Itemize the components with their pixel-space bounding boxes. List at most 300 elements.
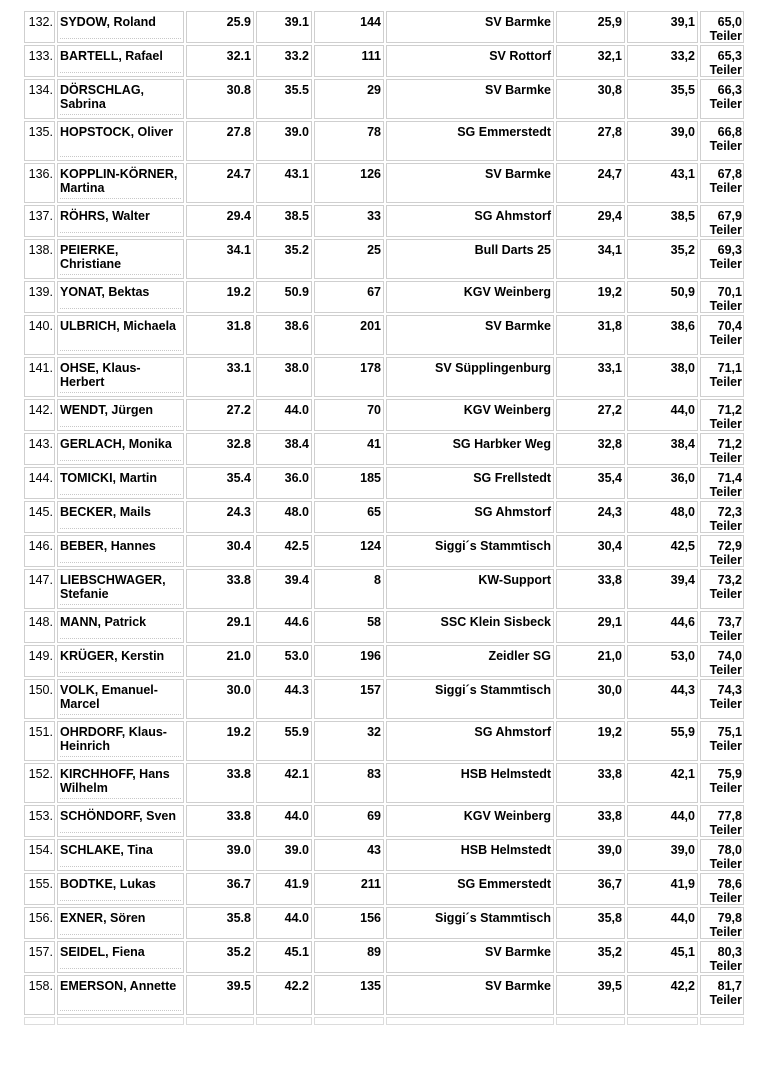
name-cell — [57, 569, 184, 609]
rank-cell — [24, 281, 55, 313]
empty-cell — [627, 1017, 698, 1025]
teiler1-cell — [556, 205, 625, 237]
teiler2-cell — [627, 679, 698, 719]
shooter-name: KIRCHHOFF, Hans Wilhelm — [60, 767, 170, 795]
club-cell — [386, 399, 554, 431]
club-name: KGV Weinberg — [463, 809, 551, 823]
rank-cell — [24, 121, 55, 161]
teiler2-value: 33,2 — [670, 49, 695, 63]
shot2-value: 38.5 — [284, 209, 309, 223]
teiler2-cell — [627, 11, 698, 43]
name-cell — [57, 535, 184, 567]
shot2-cell — [256, 315, 312, 355]
name-cell — [57, 501, 184, 533]
shot2-cell — [256, 11, 312, 43]
shot1-cell — [186, 239, 254, 279]
total-unit: Teiler — [709, 485, 742, 499]
rank-value: 136. — [28, 167, 53, 181]
name-cell — [57, 805, 184, 837]
club-name: Siggi´s Stammtisch — [435, 683, 551, 697]
teiler1-cell — [556, 315, 625, 355]
results-body — [24, 11, 744, 1025]
total-cell — [700, 281, 744, 313]
total-cell — [700, 645, 744, 677]
shooter-name: GERLACH, Monika — [60, 437, 172, 451]
shot2-cell — [256, 467, 312, 499]
teiler1-cell — [556, 399, 625, 431]
teiler2-cell — [627, 907, 698, 939]
teiler2-cell — [627, 611, 698, 643]
rank-value: 155. — [28, 877, 53, 891]
rank-cell — [24, 907, 55, 939]
teiler1-value: 35,8 — [597, 911, 622, 925]
shot1-value: 35.2 — [226, 945, 251, 959]
teiler2-cell — [627, 873, 698, 905]
club-cell — [386, 975, 554, 1015]
shot2-value: 36.0 — [284, 471, 309, 485]
name-cell — [57, 163, 184, 203]
table-row — [24, 839, 744, 871]
shot1-value: 30.4 — [226, 539, 251, 553]
club-name: SSC Klein Sisbeck — [440, 615, 551, 629]
teiler1-value: 19,2 — [597, 285, 622, 299]
rank-cell — [24, 79, 55, 119]
start-number: 211 — [360, 877, 381, 891]
rank-value: 149. — [28, 649, 53, 663]
shooter-name: LIEBSCHWAGER, Stefanie — [60, 573, 166, 601]
name-cell — [57, 941, 184, 973]
total-cell — [700, 433, 744, 465]
teiler1-value: 33,8 — [597, 573, 622, 587]
start-number: 58 — [367, 615, 381, 629]
table-row — [24, 611, 744, 643]
name-cell — [57, 79, 184, 119]
club-name: KW-Support — [478, 573, 551, 587]
start-number: 124 — [360, 539, 381, 553]
shot2-value: 50.9 — [284, 285, 309, 299]
teiler1-cell — [556, 569, 625, 609]
total-value: 69,3 — [717, 243, 742, 257]
teiler2-cell — [627, 79, 698, 119]
start-number: 43 — [367, 843, 381, 857]
shot1-value: 27.2 — [226, 403, 251, 417]
teiler1-cell — [556, 941, 625, 973]
rank-value: 150. — [28, 683, 53, 697]
teiler1-cell — [556, 907, 625, 939]
number-cell — [314, 281, 384, 313]
rank-cell — [24, 941, 55, 973]
start-number: 196 — [360, 649, 381, 663]
total-unit: Teiler — [709, 781, 742, 795]
start-number: 156 — [360, 911, 381, 925]
shot2-cell — [256, 239, 312, 279]
rank-cell — [24, 535, 55, 567]
teiler2-value: 36,0 — [670, 471, 695, 485]
number-cell — [314, 805, 384, 837]
teiler2-cell — [627, 467, 698, 499]
table-row — [24, 535, 744, 567]
shot1-cell — [186, 679, 254, 719]
shot1-value: 32.8 — [226, 437, 251, 451]
teiler1-value: 32,1 — [597, 49, 622, 63]
teiler1-cell — [556, 721, 625, 761]
table-row — [24, 941, 744, 973]
shot2-value: 42.5 — [284, 539, 309, 553]
table-row — [24, 163, 744, 203]
shooter-name: EMERSON, Annette — [60, 979, 177, 993]
name-cell — [57, 433, 184, 465]
club-cell — [386, 205, 554, 237]
number-cell — [314, 205, 384, 237]
shot2-value: 44.6 — [284, 615, 309, 629]
total-value: 71,4 — [717, 471, 742, 485]
shot2-cell — [256, 535, 312, 567]
rank-value: 156. — [28, 911, 53, 925]
teiler1-value: 34,1 — [597, 243, 622, 257]
rank-cell — [24, 239, 55, 279]
shooter-name: KRÜGER, Kerstin — [60, 649, 165, 663]
total-cell — [700, 679, 744, 719]
shot2-value: 42.2 — [284, 979, 309, 993]
number-cell — [314, 645, 384, 677]
club-cell — [386, 357, 554, 397]
club-cell — [386, 721, 554, 761]
total-unit: Teiler — [709, 663, 742, 677]
teiler1-cell — [556, 763, 625, 803]
teiler1-value: 32,8 — [597, 437, 622, 451]
teiler2-value: 48,0 — [670, 505, 695, 519]
teiler1-cell — [556, 501, 625, 533]
club-name: SG Ahmstorf — [474, 725, 551, 739]
start-number: 41 — [367, 437, 381, 451]
shot2-cell — [256, 205, 312, 237]
start-number: 8 — [374, 573, 381, 587]
teiler1-value: 25,9 — [597, 15, 622, 29]
teiler2-value: 38,0 — [670, 361, 695, 375]
shooter-name: SCHÖNDORF, Sven — [60, 809, 176, 823]
teiler2-value: 45,1 — [670, 945, 695, 959]
shot2-value: 44.0 — [284, 809, 309, 823]
teiler2-cell — [627, 839, 698, 871]
club-name: SV Barmke — [484, 83, 551, 97]
teiler2-value: 35,2 — [670, 243, 695, 257]
shot2-value: 41.9 — [284, 877, 309, 891]
club-name: KGV Weinberg — [463, 285, 551, 299]
total-value: 72,9 — [717, 539, 742, 553]
club-name: SV Rottorf — [489, 49, 551, 63]
teiler1-cell — [556, 45, 625, 77]
start-number: 201 — [360, 319, 381, 333]
shot2-cell — [256, 679, 312, 719]
rank-cell — [24, 679, 55, 719]
shot1-cell — [186, 163, 254, 203]
table-row — [24, 399, 744, 431]
teiler1-value: 27,8 — [597, 125, 622, 139]
shot2-cell — [256, 569, 312, 609]
rank-value: 137. — [28, 209, 53, 223]
start-number: 78 — [367, 125, 381, 139]
start-number: 70 — [367, 403, 381, 417]
total-cell — [700, 535, 744, 567]
start-number: 29 — [367, 83, 381, 97]
shot1-value: 35.8 — [226, 911, 251, 925]
club-cell — [386, 79, 554, 119]
teiler1-cell — [556, 611, 625, 643]
club-name: SV Barmke — [484, 945, 551, 959]
rank-cell — [24, 11, 55, 43]
name-cell — [57, 315, 184, 355]
empty-cell — [386, 1017, 554, 1025]
name-cell — [57, 45, 184, 77]
shot1-value: 21.0 — [226, 649, 251, 663]
shooter-name: SYDOW, Roland — [60, 15, 156, 29]
table-row — [24, 433, 744, 465]
club-cell — [386, 873, 554, 905]
teiler1-cell — [556, 467, 625, 499]
club-name: HSB Helmstedt — [460, 843, 551, 857]
teiler1-value: 24,3 — [597, 505, 622, 519]
teiler2-cell — [627, 763, 698, 803]
teiler1-value: 27,2 — [597, 403, 622, 417]
teiler2-cell — [627, 281, 698, 313]
number-cell — [314, 873, 384, 905]
start-number: 33 — [367, 209, 381, 223]
rank-cell — [24, 569, 55, 609]
club-cell — [386, 569, 554, 609]
rank-value: 134. — [28, 83, 53, 97]
empty-cell — [314, 1017, 384, 1025]
shot1-cell — [186, 535, 254, 567]
shot1-cell — [186, 315, 254, 355]
table-row — [24, 975, 744, 1015]
total-value: 65,0 — [717, 15, 742, 29]
shooter-name: TOMICKI, Martin — [60, 471, 157, 485]
empty-cell — [186, 1017, 254, 1025]
start-number: 185 — [360, 471, 381, 485]
club-cell — [386, 907, 554, 939]
shooter-name: YONAT, Bektas — [60, 285, 150, 299]
number-cell — [314, 975, 384, 1015]
total-unit: Teiler — [709, 553, 742, 567]
shot1-cell — [186, 611, 254, 643]
shot1-cell — [186, 907, 254, 939]
total-value: 66,3 — [717, 83, 742, 97]
rank-value: 144. — [28, 471, 53, 485]
shot1-value: 33.8 — [226, 767, 251, 781]
club-cell — [386, 805, 554, 837]
club-cell — [386, 839, 554, 871]
total-value: 65,3 — [717, 49, 742, 63]
club-cell — [386, 645, 554, 677]
teiler1-cell — [556, 535, 625, 567]
shot1-value: 31.8 — [226, 319, 251, 333]
table-row — [24, 907, 744, 939]
total-value: 73,2 — [717, 573, 742, 587]
shot2-value: 38.0 — [284, 361, 309, 375]
rank-cell — [24, 357, 55, 397]
club-cell — [386, 121, 554, 161]
shot2-cell — [256, 873, 312, 905]
rank-value: 132. — [28, 15, 53, 29]
teiler1-cell — [556, 805, 625, 837]
shot2-value: 43.1 — [284, 167, 309, 181]
total-value: 78,0 — [717, 843, 742, 857]
club-name: HSB Helmstedt — [460, 767, 551, 781]
table-row — [24, 501, 744, 533]
total-unit: Teiler — [709, 139, 742, 153]
empty-cell — [256, 1017, 312, 1025]
name-cell — [57, 839, 184, 871]
total-value: 70,4 — [717, 319, 742, 333]
shot1-value: 32.1 — [226, 49, 251, 63]
number-cell — [314, 535, 384, 567]
total-cell — [700, 11, 744, 43]
table-row — [24, 763, 744, 803]
shot1-value: 30.8 — [226, 83, 251, 97]
total-unit: Teiler — [709, 257, 742, 271]
total-cell — [700, 205, 744, 237]
shot2-value: 42.1 — [284, 767, 309, 781]
total-value: 80,3 — [717, 945, 742, 959]
shot2-cell — [256, 501, 312, 533]
teiler1-cell — [556, 873, 625, 905]
shot2-cell — [256, 357, 312, 397]
teiler2-cell — [627, 357, 698, 397]
teiler1-cell — [556, 239, 625, 279]
start-number: 135 — [360, 979, 381, 993]
shot1-cell — [186, 873, 254, 905]
name-cell — [57, 239, 184, 279]
shot2-cell — [256, 399, 312, 431]
number-cell — [314, 467, 384, 499]
teiler2-cell — [627, 399, 698, 431]
number-cell — [314, 11, 384, 43]
total-value: 78,6 — [717, 877, 742, 891]
teiler1-value: 21,0 — [597, 649, 622, 663]
rank-value: 139. — [28, 285, 53, 299]
number-cell — [314, 679, 384, 719]
club-name: Zeidler SG — [488, 649, 551, 663]
shot1-value: 34.1 — [226, 243, 251, 257]
rank-value: 158. — [28, 979, 53, 993]
teiler2-cell — [627, 721, 698, 761]
rank-value: 153. — [28, 809, 53, 823]
empty-cell — [24, 1017, 55, 1025]
shooter-name: BEBER, Hannes — [60, 539, 156, 553]
start-number: 157 — [360, 683, 381, 697]
club-name: SV Barmke — [484, 15, 551, 29]
number-cell — [314, 79, 384, 119]
teiler2-cell — [627, 205, 698, 237]
rank-cell — [24, 873, 55, 905]
shot2-cell — [256, 975, 312, 1015]
teiler2-value: 43,1 — [670, 167, 695, 181]
teiler1-cell — [556, 975, 625, 1015]
total-unit: Teiler — [709, 925, 742, 939]
table-row — [24, 679, 744, 719]
shot1-cell — [186, 433, 254, 465]
results-table — [22, 9, 746, 1027]
number-cell — [314, 839, 384, 871]
start-number: 69 — [367, 809, 381, 823]
teiler2-value: 44,0 — [670, 809, 695, 823]
rank-value: 140. — [28, 319, 53, 333]
total-unit: Teiler — [709, 97, 742, 111]
rank-cell — [24, 205, 55, 237]
teiler1-value: 29,1 — [597, 615, 622, 629]
shooter-name: OHRDORF, Klaus-Heinrich — [60, 725, 167, 753]
shot1-value: 36.7 — [226, 877, 251, 891]
teiler1-cell — [556, 79, 625, 119]
number-cell — [314, 121, 384, 161]
rank-value: 143. — [28, 437, 53, 451]
rank-value: 141. — [28, 361, 53, 375]
shot1-value: 35.4 — [226, 471, 251, 485]
total-unit: Teiler — [709, 993, 742, 1007]
club-name: SG Ahmstorf — [474, 209, 551, 223]
club-name: SG Emmerstedt — [457, 125, 551, 139]
name-cell — [57, 281, 184, 313]
total-unit: Teiler — [709, 739, 742, 753]
total-cell — [700, 501, 744, 533]
rank-cell — [24, 45, 55, 77]
club-name: Siggi´s Stammtisch — [435, 539, 551, 553]
shot2-value: 39.1 — [284, 15, 309, 29]
total-unit: Teiler — [709, 587, 742, 601]
shot2-cell — [256, 45, 312, 77]
name-cell — [57, 399, 184, 431]
total-unit: Teiler — [709, 181, 742, 195]
teiler2-value: 42,5 — [670, 539, 695, 553]
total-cell — [700, 45, 744, 77]
rank-value: 152. — [28, 767, 53, 781]
total-unit: Teiler — [709, 451, 742, 465]
shot1-cell — [186, 805, 254, 837]
shooter-name: PEIERKE, Christiane — [60, 243, 122, 271]
shot1-value: 29.4 — [226, 209, 251, 223]
total-value: 77,8 — [717, 809, 742, 823]
shot2-value: 44.0 — [284, 403, 309, 417]
total-value: 74,0 — [717, 649, 742, 663]
teiler2-cell — [627, 239, 698, 279]
shot2-cell — [256, 433, 312, 465]
shot1-value: 25.9 — [226, 15, 251, 29]
teiler2-cell — [627, 941, 698, 973]
total-value: 81,7 — [717, 979, 742, 993]
shot2-cell — [256, 907, 312, 939]
teiler2-value: 38,6 — [670, 319, 695, 333]
shooter-name: DÖRSCHLAG, Sabrina — [60, 83, 145, 111]
shot1-cell — [186, 763, 254, 803]
shooter-name: SCHLAKE, Tina — [60, 843, 153, 857]
shot2-value: 45.1 — [284, 945, 309, 959]
total-cell — [700, 873, 744, 905]
teiler2-value: 39,0 — [670, 843, 695, 857]
teiler1-value: 29,4 — [597, 209, 622, 223]
shot2-value: 39.4 — [284, 573, 309, 587]
start-number: 144 — [360, 15, 381, 29]
name-cell — [57, 763, 184, 803]
total-cell — [700, 805, 744, 837]
teiler2-value: 42,2 — [670, 979, 695, 993]
shot2-value: 44.0 — [284, 911, 309, 925]
teiler2-cell — [627, 805, 698, 837]
teiler1-cell — [556, 357, 625, 397]
shot2-value: 48.0 — [284, 505, 309, 519]
teiler1-cell — [556, 163, 625, 203]
table-row — [24, 239, 744, 279]
rank-value: 138. — [28, 243, 53, 257]
